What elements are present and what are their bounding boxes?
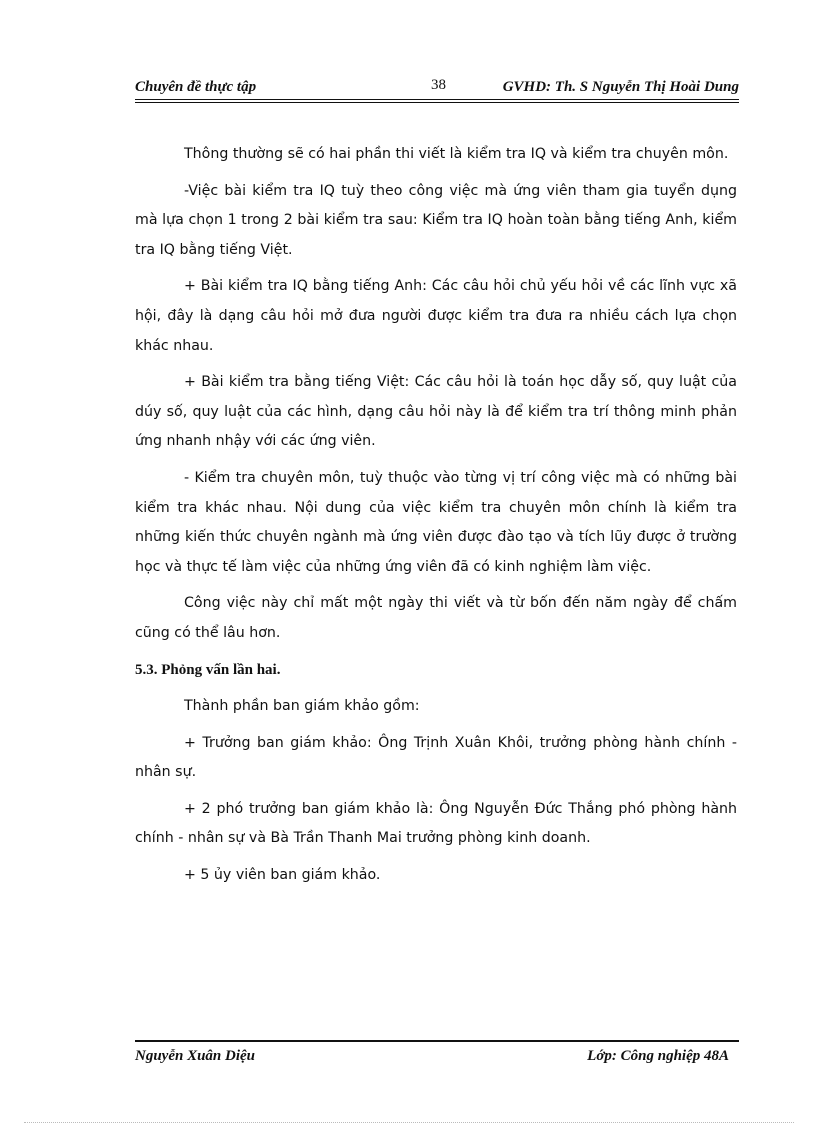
paragraph: + Bài kiểm tra bằng tiếng Việt: Các câu hỏi là toán học dẫy số, quy luật của dúy số, quy luật của các hình, dạng câu hỏi này là để kiểm tra trí thông minh phản ứng nhanh nhậy với các ứng viên. — [135, 374, 737, 450]
paragraph: + Trưởng ban giám khảo: Ông Trịnh Xuân Khôi, trưởng phòng hành chính - nhân sự. — [135, 734, 737, 781]
header-title: Chuyên đề thực tập — [135, 79, 257, 95]
section-heading: 5.3. Phỏng vấn lần hai. — [135, 661, 281, 678]
paragraph: Công việc này chỉ mất một ngày thi viết và từ bốn đến năm ngày để chấm cũng có thể lâu hơn. — [135, 595, 737, 641]
paragraph: + 2 phó trưởng ban giám khảo là: Ông Nguyễn Đức Thắng phó phòng hành chính - nhân sự và Bà Trần Thanh Mai trưởng phòng kinh doanh. — [135, 800, 737, 847]
footer-class: Lớp: Công nghiệp 48A — [587, 1048, 729, 1064]
document-body — [135, 140, 737, 898]
paragraph: Thông thường sẽ có hai phần thi viết là kiểm tra IQ và kiểm tra chuyên môn. — [184, 146, 729, 162]
footer-author: Nguyễn Xuân Diệu — [135, 1048, 256, 1064]
page-header — [135, 74, 739, 100]
header-rule — [135, 99, 739, 100]
footer-rule — [135, 1040, 739, 1042]
header-rule-second — [135, 102, 739, 103]
page-number: 38 — [431, 77, 446, 93]
paragraph: -Việc bài kiểm tra IQ tuỳ theo công việc mà ứng viên tham gia tuyển dụng mà lựa chọn 1 trong 2 bài kiểm tra sau: Kiểm tra IQ hoàn toàn bằng tiếng Anh, kiểm tra IQ bằng tiếng Việt. — [135, 182, 737, 258]
page-footer — [135, 1040, 739, 1070]
header-supervisor: GVHD: Th. S Nguyễn Thị Hoài Dung — [502, 79, 739, 95]
paragraph: Thành phần ban giám khảo gồm: — [184, 698, 420, 715]
paragraph: - Kiểm tra chuyên môn, tuỳ thuộc vào từng vị trí công việc mà có những bài kiểm tra khác nhau. Nội dung của việc kiểm tra chuyên môn chính là kiểm tra những kiến thức chuyên ngành mà ứng viên được đào tạo và tích lũy được ở trường học và thực tế làm việc của những ứng viên đã có kinh nghiệm làm việc. — [135, 469, 737, 575]
paragraph: + Bài kiểm tra IQ bằng tiếng Anh: Các câu hỏi chủ yếu hỏi về các lĩnh vực xã hội, đây là dạng câu hỏi mở đưa người được kiểm tra đưa ra nhiều cách lựa chọn khác nhau. — [135, 278, 737, 354]
paragraph: + 5 ủy viên ban giám khảo. — [184, 867, 381, 884]
